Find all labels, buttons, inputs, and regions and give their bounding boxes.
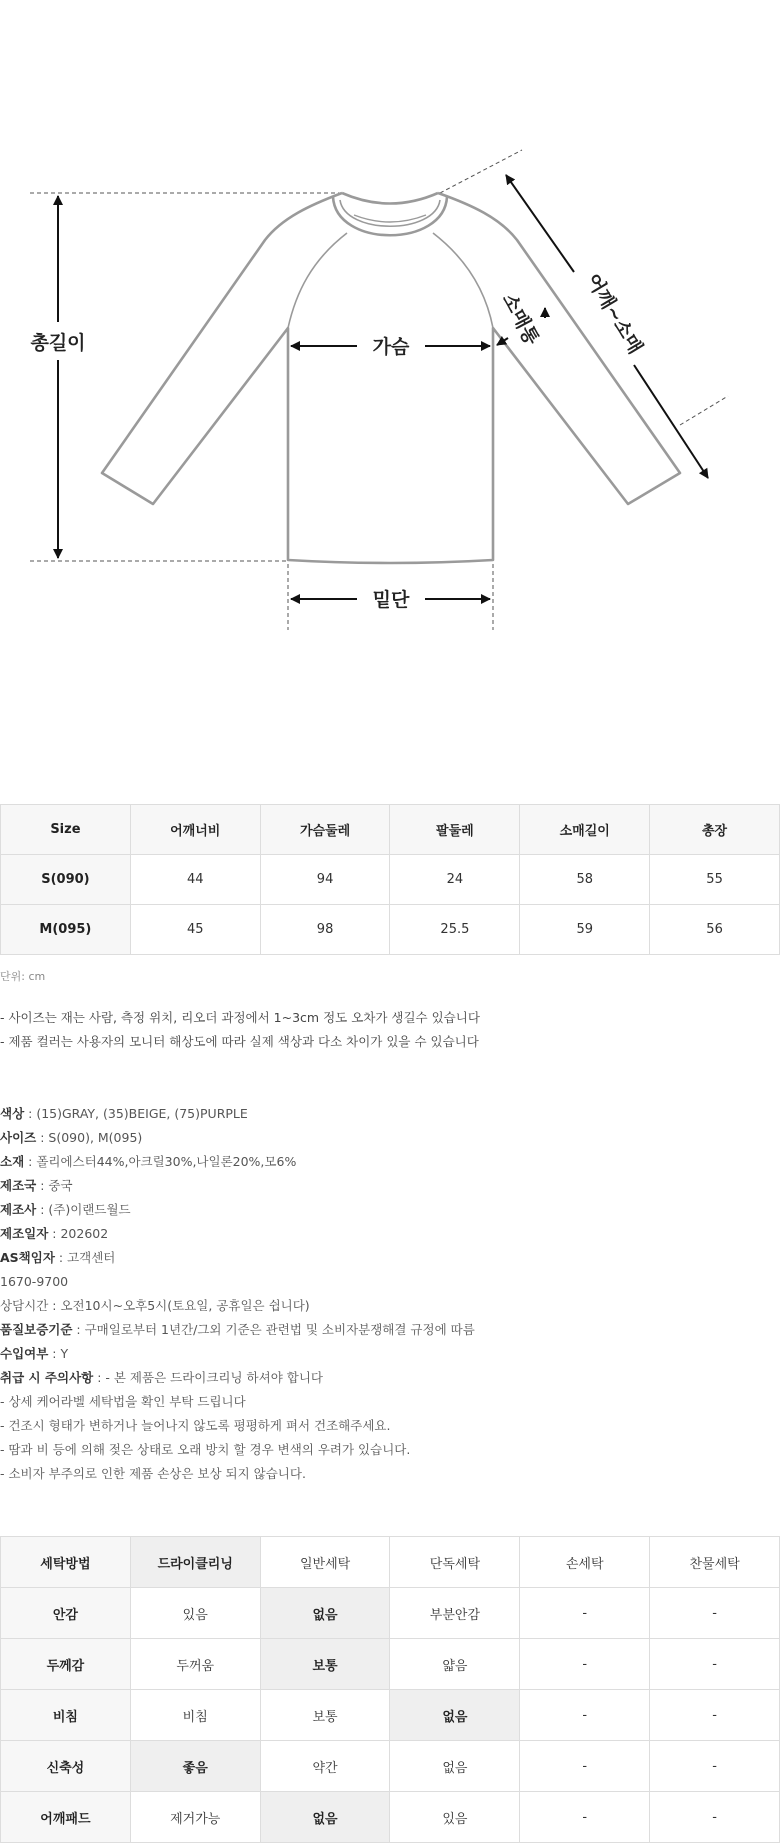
table-cell: - [650, 1690, 780, 1741]
size-table [0, 804, 780, 955]
table-header: 가슴둘레 [260, 805, 390, 855]
info-value: : (15)GRAY, (35)BEIGE, (75)PURPLE [24, 1106, 248, 1121]
table-header: 총장 [650, 805, 780, 855]
table-cell: 얇음 [390, 1639, 520, 1690]
table-cell: 두꺼움 [130, 1639, 260, 1690]
unit-note: 단위: cm [0, 970, 46, 983]
label-armhole: 소매통 [497, 289, 543, 349]
table-cell: 44 [130, 855, 260, 905]
table-cell: 보통 [260, 1690, 390, 1741]
table-cell: 찬물세탁 [650, 1537, 780, 1588]
info-value: : 구매일로부터 1년간/그외 기준은 관련법 및 소비자분쟁해결 규정에 따름 [72, 1322, 475, 1337]
table-cell: 손세탁 [520, 1537, 650, 1588]
info-label: 취급 시 주의사항 [0, 1370, 94, 1385]
table-row-header: 세탁방법 [1, 1537, 131, 1588]
table-cell: 일반세탁 [260, 1537, 390, 1588]
care-line: - 건조시 형태가 변하거나 늘어나지 않도록 평평하게 펴서 건조해주세요. [0, 1418, 391, 1433]
info-warranty [0, 1318, 780, 1342]
care-line: - 땀과 비 등에 의해 젖은 상태로 오래 방치 할 경우 변색의 우려가 있습니다. [0, 1442, 411, 1457]
table-row-header: 어깨패드 [1, 1792, 131, 1843]
table-cell: - [520, 1741, 650, 1792]
info-value: : 폴리에스터44%,아크릴30%,나일론20%,모6% [24, 1154, 297, 1169]
info-phone: 1670-9700 [0, 1274, 69, 1289]
table-cell: 98 [260, 905, 390, 955]
table-row [1, 1741, 780, 1792]
table-cell: - [520, 1588, 650, 1639]
table-cell: 45 [130, 905, 260, 955]
info-import [0, 1342, 780, 1366]
table-header-row [1, 805, 780, 855]
label-hem: 밑단 [372, 589, 410, 611]
table-cell-selected: 드라이클리닝 [130, 1537, 260, 1588]
info-color [0, 1102, 780, 1126]
info-value: : Y [48, 1346, 69, 1361]
table-cell: 58 [520, 855, 650, 905]
info-label: 사이즈 [0, 1130, 37, 1145]
table-cell: - [520, 1792, 650, 1843]
size-diagram [0, 140, 780, 640]
info-label: 소재 [0, 1154, 25, 1169]
table-cell: 단독세탁 [390, 1537, 520, 1588]
table-cell: 부분안감 [390, 1588, 520, 1639]
info-value: : - 본 제품은 드라이크리닝 하셔야 합니다 [93, 1370, 323, 1385]
table-row [1, 905, 780, 955]
info-maker [0, 1198, 780, 1222]
care-line: - 상세 케어라벨 세탁법을 확인 부탁 드립니다 [0, 1394, 246, 1409]
table-cell: 94 [260, 855, 390, 905]
info-as [0, 1246, 780, 1270]
table-row [1, 1690, 780, 1741]
info-label: 품질보증기준 [0, 1322, 73, 1337]
sweater-measurement-illustration [0, 140, 780, 640]
table-cell: - [650, 1792, 780, 1843]
table-row-header: 비침 [1, 1690, 131, 1741]
table-cell: S(090) [1, 855, 131, 905]
info-material [0, 1150, 780, 1174]
info-care [0, 1366, 780, 1390]
table-cell: 25.5 [390, 905, 520, 955]
table-row [1, 855, 780, 905]
info-value: : 고객센터 [54, 1250, 116, 1265]
table-cell: 있음 [390, 1792, 520, 1843]
table-cell: 55 [650, 855, 780, 905]
table-cell: 있음 [130, 1588, 260, 1639]
info-origin [0, 1174, 780, 1198]
info-label: 색상 [0, 1106, 25, 1121]
info-hours: 상담시간 : 오전10시~오후5시(토요일, 공휴일은 쉽니다) [0, 1298, 310, 1313]
table-row [1, 1639, 780, 1690]
care-table [0, 1536, 780, 1843]
info-label: 제조사 [0, 1202, 37, 1217]
table-cell: 24 [390, 855, 520, 905]
table-row [1, 1537, 780, 1588]
table-row [1, 1792, 780, 1843]
table-cell: - [650, 1741, 780, 1792]
table-header: Size [1, 805, 131, 855]
table-header: 어깨너비 [130, 805, 260, 855]
product-info [0, 1102, 780, 1486]
label-total-length: 총길이 [30, 332, 86, 354]
table-row [1, 1588, 780, 1639]
table-cell: - [520, 1639, 650, 1690]
info-value: : 중국 [36, 1178, 73, 1193]
table-cell-selected: 보통 [260, 1639, 390, 1690]
size-notes [0, 1006, 780, 1054]
note-line: - 사이즈는 재는 사람, 측정 위치, 리오더 과정에서 1~3cm 정도 오차가 생길수 있습니다 [0, 1010, 480, 1025]
care-line: - 소비자 부주의로 인한 제품 손상은 보상 되지 않습니다. [0, 1466, 306, 1481]
info-label: 수입여부 [0, 1346, 49, 1361]
table-row-header: 안감 [1, 1588, 131, 1639]
table-cell: 없음 [390, 1741, 520, 1792]
label-chest: 가슴 [372, 336, 410, 358]
measure-arrows [58, 175, 708, 599]
table-cell: - [650, 1639, 780, 1690]
info-label: 제조일자 [0, 1226, 49, 1241]
table-cell-selected: 좋음 [130, 1741, 260, 1792]
table-cell: 59 [520, 905, 650, 955]
table-cell-selected: 없음 [260, 1588, 390, 1639]
info-value: : S(090), M(095) [36, 1130, 143, 1145]
table-cell: 제거가능 [130, 1792, 260, 1843]
table-row-header: 신축성 [1, 1741, 131, 1792]
table-cell: - [520, 1690, 650, 1741]
info-date [0, 1222, 780, 1246]
table-cell-selected: 없음 [390, 1690, 520, 1741]
table-cell: 56 [650, 905, 780, 955]
info-value: : 202602 [48, 1226, 109, 1241]
table-cell: - [650, 1588, 780, 1639]
label-shoulder-sleeve: 어깨~소매 [581, 269, 647, 358]
table-header: 팔둘레 [390, 805, 520, 855]
info-label: 제조국 [0, 1178, 37, 1193]
note-line: - 제품 컬러는 사용자의 모니터 해상도에 따라 실제 색상과 다소 차이가 있을 수 있습니다 [0, 1034, 479, 1049]
table-cell-selected: 없음 [260, 1792, 390, 1843]
table-cell: 비침 [130, 1690, 260, 1741]
info-label: AS책임자 [0, 1250, 55, 1265]
table-header: 소매길이 [520, 805, 650, 855]
info-value: : (주)이랜드월드 [36, 1202, 131, 1217]
table-row-header: 두께감 [1, 1639, 131, 1690]
info-sizes [0, 1126, 780, 1150]
table-cell: 약간 [260, 1741, 390, 1792]
table-cell: M(095) [1, 905, 131, 955]
sweater-outline [102, 193, 680, 563]
